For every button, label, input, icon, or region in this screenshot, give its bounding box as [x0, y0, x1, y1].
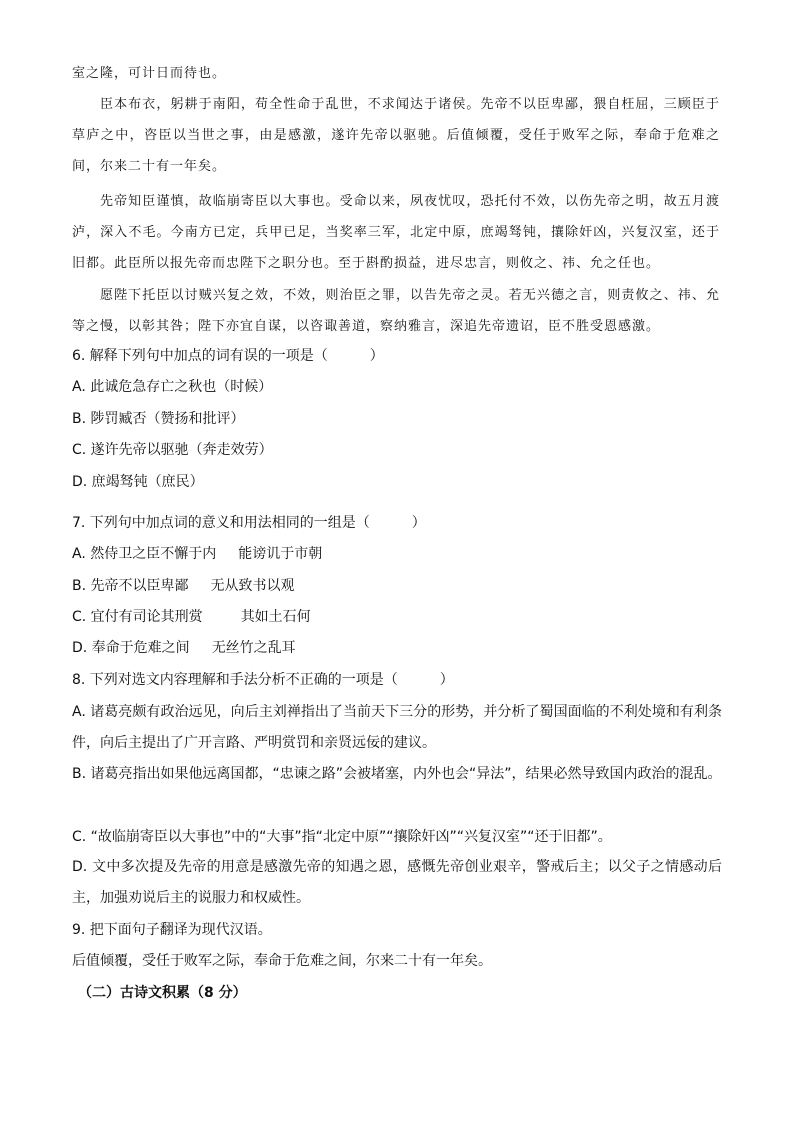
option-c-left: C. 宜付有司论其刑赏	[72, 609, 203, 625]
question-9-sentence: 后值倾覆，受任于败军之际，奉命于危难之间，尔来二十有一年矣。	[72, 953, 492, 969]
section-heading: （二）古诗文积累（8 分）	[78, 985, 247, 1001]
question-6-option-a: A. 此诚危急存亡之秋也（时候）	[72, 379, 273, 395]
option-d-left: D. 奉命于危难之间	[72, 640, 190, 656]
question-8-stem: 8. 下列对选文内容理解和手法分析不正确的一项是（ ）	[72, 672, 454, 688]
option-b-left: B. 先帝不以臣卑鄙	[72, 578, 189, 594]
option-c-right: 其如土石何	[240, 609, 311, 625]
question-8-option-b: B. 诸葛亮指出如果他远离国都，“忠谏之路”会被堵塞，内外也会“异法”，结果必然导致国内政治的混乱。	[72, 766, 722, 782]
question-7-option-a	[72, 543, 322, 565]
option-a-left: A. 然侍卫之臣不懈于内	[72, 546, 217, 562]
question-8-option-a: A. 诸葛亮颇有政治远见，向后主刘禅指出了当前天下三分的形势，并分析了蜀国面临的不利处境和有利条件，向后主提出了广开言路、严明赏罚和亲贤远佞的建议。	[72, 704, 722, 751]
question-8-option-d: D. 文中多次提及先帝的用意是感激先帝的知遇之恩，感慨先帝创业艰辛，警戒后主；以父子之情感动后主，加强劝说后主的说服力和权威性。	[72, 859, 722, 906]
question-6-option-d: D. 庶竭驽钝（庶民）	[72, 474, 204, 490]
passage-paragraph-1: 臣本布衣，躬耕于南阳，苟全性命于乱世，不求闻达于诸侯。先帝不以臣卑鄙，猥自枉屈，三顾臣于草庐之中，咨臣以当世之事，由是感激，遂许先帝以驱驰。后值倾覆，受任于败军之际，奉命于危难之间，尔来二十有一年矣。	[72, 97, 720, 174]
passage-line-0: 室之隆，可计日而待也。	[72, 66, 227, 81]
question-7-stem: 7. 下列句中加点词的意义和用法相同的一组是（ ）	[72, 515, 426, 531]
passage-paragraph-3: 愿陛下托臣以讨贼兴复之效，不效，则治臣之罪，以告先帝之灵。若无兴德之言，则责攸之、祎、允等之慢，以彰其咎；陛下亦宜自谋，以咨诹善道，察纳雅言，深追先帝遗诏，臣不胜受恩感激。	[72, 288, 720, 334]
question-7-option-b	[72, 575, 295, 597]
question-6-option-b: B. 陟罚臧否（赞扬和批评）	[72, 411, 245, 427]
option-a-right: 能谤讥于市朝	[238, 546, 323, 562]
option-b-right: 无从致书以观	[210, 578, 295, 594]
question-8-option-c: C. “故临崩寄臣以大事也”中的“大事”指“北定中原”“攘除奸凶”“兴复汉室”“还于旧都”。	[72, 829, 612, 845]
question-6-stem: 6. 解释下列句中加点的词有误的一项是（ ）	[72, 348, 384, 364]
question-6-option-c: C. 遂许先帝以驱驰（奔走效劳）	[72, 442, 273, 458]
question-9-stem: 9. 把下面句子翻译为现代汉语。	[72, 922, 272, 938]
question-7-option-d	[72, 637, 296, 659]
question-7-option-c	[72, 606, 311, 628]
passage-paragraph-2: 先帝知臣谨慎，故临崩寄臣以大事也。受命以来，夙夜忧叹，恐托付不效，以伤先帝之明，故五月渡泸，深入不毛。今南方已定，兵甲已足，当奖率三军，北定中原，庶竭驽钝，攘除奸凶，兴复汉室，还于旧都。此臣所以报先帝而忠陛下之职分也。至于斟酌损益，进尽忠言，则攸之、祎、允之任也。	[72, 194, 720, 271]
option-d-right: 无丝竹之乱耳	[211, 640, 296, 656]
